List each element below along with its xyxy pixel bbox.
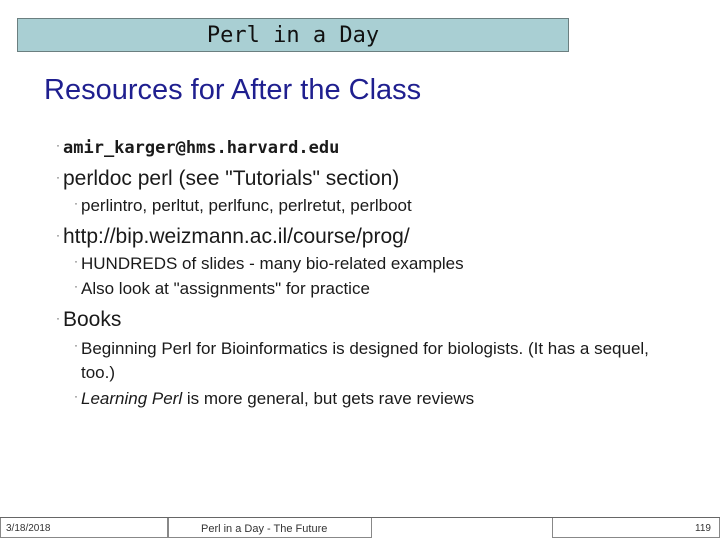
page-number: 119	[695, 523, 711, 534]
list-item	[74, 254, 464, 274]
bullet-marker: ·	[56, 228, 60, 242]
slide-title: Resources for After the Class	[44, 74, 422, 106]
bullet-marker: ·	[56, 138, 60, 152]
bullet-marker: ·	[56, 170, 60, 184]
list-item	[56, 308, 121, 332]
item-text: Also look at "assignments" for practice	[81, 279, 370, 298]
bullet-marker: ·	[74, 338, 78, 352]
url-text: http://bip.weizmann.ac.il/course/prog/	[63, 225, 410, 248]
bullet-marker: ·	[74, 389, 78, 403]
list-item	[74, 279, 370, 299]
list-item	[74, 337, 684, 385]
item-text: Beginning Perl for Bioinformatics is designed for biologists. (It has a sequel, too.)	[81, 339, 649, 382]
list-item	[56, 138, 339, 158]
email-text: amir_karger@hms.harvard.edu	[63, 138, 340, 158]
list-item	[74, 196, 412, 216]
item-text: Books	[63, 308, 122, 331]
list-item	[74, 389, 474, 409]
header-banner	[17, 18, 569, 52]
bullet-marker: ·	[74, 196, 78, 210]
item-text: perldoc perl (see "Tutorials" section)	[63, 167, 400, 190]
bullet-marker: ·	[74, 254, 78, 268]
header-title: Perl in a Day	[206, 23, 380, 48]
bullet-marker: ·	[56, 311, 60, 325]
list-item	[56, 167, 399, 191]
list-item	[56, 225, 410, 249]
item-text: HUNDREDS of slides - many bio-related examples	[81, 254, 464, 273]
item-text: perlintro, perltut, perlfunc, perlretut, perlboot	[81, 196, 412, 215]
bullet-marker: ·	[74, 279, 78, 293]
item-text: is more general, but gets rave reviews	[182, 389, 475, 408]
footer-title: Perl in a Day - The Future	[201, 523, 328, 535]
book-title: Learning Perl	[81, 389, 183, 408]
footer-date: 3/18/2018	[6, 523, 51, 534]
